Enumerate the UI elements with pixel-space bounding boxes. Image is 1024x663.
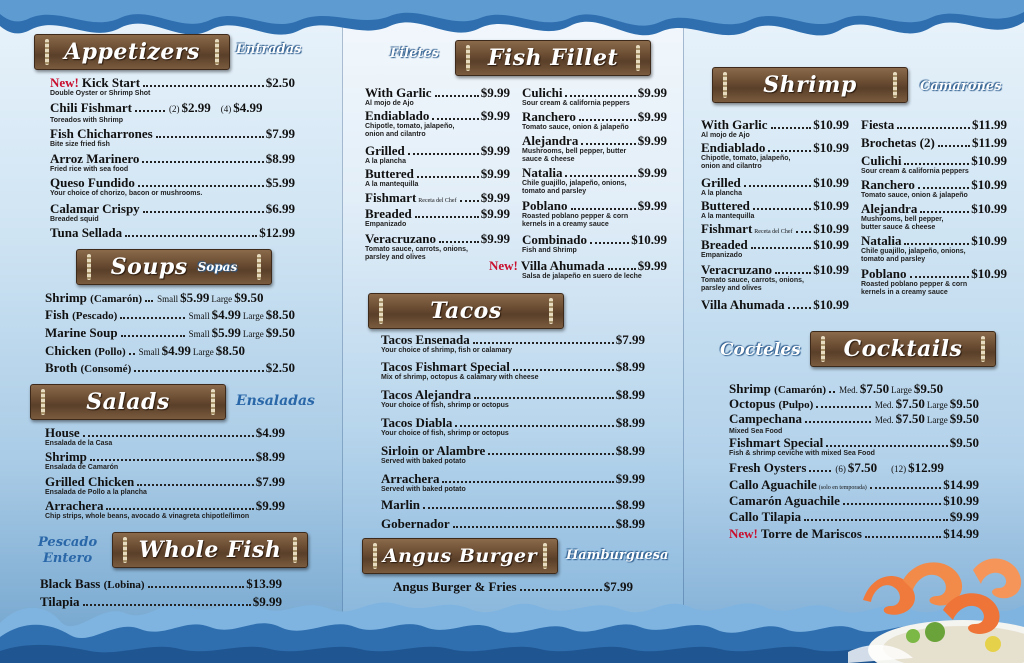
menu-item-shrimp-breaded: Breaded $10.99 Empanizado	[701, 237, 849, 259]
menu-item-chili-fishmart: Chili Fishmart (2) $2.99 (4) $4.99 Toreados with Shrimp	[50, 100, 263, 124]
menu-item-shrimp-veracruzano: Veracruzano $10.99 Tomato sauce, carrots, onions, parsley and olives	[701, 262, 849, 292]
menu-item-fillet-fishmart: Fishmart Receta del Chef $9.99	[365, 190, 510, 205]
cocktails-title: Cocktails	[843, 336, 963, 362]
menu-item-cocktail-fresh-oysters: Fresh Oysters (6) $7.50 (12) $12.99	[729, 460, 944, 475]
shrimp-title: Shrimp	[763, 72, 857, 98]
menu-item-shrimp-villa-ahumada: Villa Ahumada $10.99	[701, 297, 849, 312]
whole-fish-header	[112, 532, 308, 568]
menu-item-black-bass: Black Bass (Lobina) $13.99	[40, 576, 282, 591]
menu-item-fillet-alejandra: Alejandra $9.99 Mushrooms, bell pepper, butter sauce & cheese	[522, 133, 667, 163]
menu-item-shrimp-ranchero: Ranchero $10.99 Tomato sauce, onion & jalapeño	[861, 177, 1007, 199]
angus-burger-subtitle: Hamburguesa	[566, 548, 669, 563]
menu-item-shrimp-fishmart: Fishmart Receta del Chef $10.99	[701, 221, 849, 236]
menu-item-angus-burger-fries: Angus Burger & Fries $7.99	[393, 579, 633, 594]
menu-item-fillet-natalia: Natalia $9.99 Chile guajillo, jalapeño, onions, tomato and parsley	[522, 165, 667, 195]
menu-item-tacos-ensenada: Tacos Ensenada $7.99 Your choice of shrimp, fish or calamary	[381, 332, 645, 354]
menu-item-fillet-poblano: Poblano $9.99 Roasted poblano pepper & corn kernels in a creamy sauce	[522, 198, 667, 228]
menu-item-queso-fundido: Queso Fundido $5.99 Your choice of chorizo, bacon or mushrooms.	[50, 175, 295, 197]
menu-item-kick-start: New! Kick Start $2.50 Double Oyster or Shrimp Shot	[50, 75, 295, 97]
menu-item-soup-broth: Broth (Consomé) $2.50	[45, 360, 295, 375]
salads-subtitle: Ensaladas	[236, 393, 315, 409]
menu-item-fillet-ranchero: Ranchero $9.99 Tomato sauce, onion & jalapeño	[522, 109, 667, 131]
fish-fillet-subtitle: Filetes	[390, 46, 439, 61]
whole-fish-subtitle: Pescado Entero	[38, 535, 98, 566]
soups-subtitle: Sopas	[197, 260, 238, 274]
shrimp-plate-image	[843, 540, 1024, 663]
menu-item-salad-grilled-chicken: Grilled Chicken $7.99 Ensalada de Pollo a la plancha	[45, 474, 285, 496]
menu-item-shrimp-buttered: Buttered $10.99 A la mantequilla	[701, 198, 849, 220]
menu-item-salad-shrimp: Shrimp $8.99 Ensalada de Camarón	[45, 449, 285, 471]
cocktails-header	[810, 331, 996, 367]
menu-item-fillet-combinado: Combinado $10.99 Fish and Shrimp	[522, 232, 667, 254]
menu-item-cocktail-fishmart-special: Fishmart Special $9.50 Fish & shrimp ceviche with mixed Sea Food	[729, 435, 979, 457]
shrimp-header	[712, 67, 908, 103]
menu-item-cocktail-octopus: Octopus (Pulpo) Med. $7.50 Large $9.50	[729, 396, 979, 411]
menu-item-soup-fish: Fish (Pescado) Small $4.99 Large $8.50	[45, 307, 295, 322]
menu-item-fillet-with-garlic: With Garlic $9.99 Al mojo de Ajo	[365, 85, 510, 107]
menu-item-fish-chicharrones: Fish Chicharrones $7.99 Bite size fried fish	[50, 126, 295, 148]
menu-item-tuna-sellada: Tuna Sellada $12.99	[50, 225, 295, 240]
menu-item-shrimp-poblano: Poblano $10.99 Roasted poblano pepper & corn kernels in a creamy sauce	[861, 266, 1007, 296]
tacos-header	[368, 293, 564, 329]
appetizers-subtitle: Entradas	[236, 42, 302, 57]
fold-line	[342, 0, 343, 663]
fish-fillet-header	[455, 40, 651, 76]
menu-item-fillet-breaded: Breaded $9.99 Empanizado	[365, 206, 510, 228]
menu-item-tacos-marlin: Marlin $8.99	[381, 497, 645, 512]
menu-item-soup-shrimp: Shrimp (Camarón) Small $5.99 Large $9.50	[45, 290, 264, 305]
angus-burger-title: Angus Burger	[382, 545, 538, 567]
menu-item-tilapia: Tilapia $9.99	[40, 594, 282, 609]
menu-item-fillet-culichi: Culichi $9.99 Sour cream & california peppers	[522, 85, 667, 107]
menu-item-fillet-buttered: Buttered $9.99 A la mantequilla	[365, 166, 510, 188]
menu-item-fillet-veracruzano: Veracruzano $9.99 Tomato sauce, carrots, onions, parsley and olives	[365, 231, 510, 261]
menu-item-tacos-alejandra: Tacos Alejandra $8.99 Your choice of fish, shrimp or octopus	[381, 387, 645, 409]
menu-item-cocktail-callo-tilapia: Callo Tilapia $9.99	[729, 509, 979, 524]
fold-line	[683, 0, 684, 663]
salads-header	[30, 384, 226, 420]
menu-item-shrimp-culichi: Culichi $10.99 Sour cream & california peppers	[861, 153, 1007, 175]
menu-item-cocktail-torre-de-mariscos: New! Torre de Mariscos $14.99	[729, 526, 979, 541]
menu-item-shrimp-endiablado: Endiablado $10.99 Chipotle, tomato, jalapeño, onion and cilantro	[701, 140, 849, 170]
appetizers-title: Appetizers	[64, 39, 200, 65]
menu-item-tacos-sirloin: Sirloin or Alambre $8.99 Served with baked potato	[381, 443, 645, 465]
menu-item-soup-marine: Marine Soup Small $5.99 Large $9.50	[45, 325, 295, 340]
menu-item-cocktail-camaron-aguachile: Camarón Aguachile $10.99	[729, 493, 979, 508]
menu-item-cocktail-campechana: Campechana Med. $7.50 Large $9.50 Mixed Sea Food	[729, 411, 979, 435]
menu-item-salad-house: House $4.99 Ensalada de la Casa	[45, 425, 285, 447]
angus-burger-header	[362, 538, 558, 574]
fish-fillet-title: Fish Fillet	[487, 45, 619, 71]
menu-item-fillet-endiablado: Endiablado $9.99 Chipotle, tomato, jalapeño, onion and cilantro	[365, 108, 510, 138]
menu-item-shrimp-with-garlic: With Garlic $10.99 Al mojo de Ajo	[701, 117, 849, 139]
shrimp-subtitle: Camarones	[920, 79, 1002, 94]
tacos-title: Tacos	[430, 298, 502, 324]
soups-title: Soups	[110, 254, 188, 280]
menu-item-soup-chicken: Chicken (Pollo) Small $4.99 Large $8.50	[45, 343, 245, 358]
whole-fish-title: Whole Fish	[138, 537, 282, 563]
menu-item-cocktail-shrimp: Shrimp (Camarón) Med. $7.50 Large $9.50	[729, 381, 944, 396]
menu-item-fillet-grilled: Grilled $9.99 A la plancha	[365, 143, 510, 165]
menu-item-shrimp-alejandra: Alejandra $10.99 Mushrooms, bell pepper, butter sauce & cheese	[861, 201, 1007, 231]
menu-item-tacos-gobernador: Gobernador $8.99	[381, 516, 645, 531]
menu-item-shrimp-brochetas: Brochetas (2) $11.99	[861, 135, 1007, 150]
appetizers-header	[34, 34, 230, 70]
menu-item-shrimp-grilled: Grilled $10.99 A la plancha	[701, 175, 849, 197]
menu-item-arroz-marinero: Arroz Marinero $8.99 Fried rice with sea food	[50, 151, 295, 173]
menu-item-shrimp-natalia: Natalia $10.99 Chile guajillo, jalapeño, onions, tomato and parsley	[861, 233, 1007, 263]
menu-item-tacos-fishmart-special: Tacos Fishmart Special $8.99 Mix of shrimp, octopus & calamary with cheese	[381, 359, 645, 381]
soups-header	[76, 249, 272, 285]
menu-item-shrimp-fiesta: Fiesta $11.99	[861, 117, 1007, 132]
cocktails-subtitle: Cocteles	[720, 340, 801, 360]
menu-item-fillet-villa-ahumada: New! Villa Ahumada $9.99 Salsa de jalapeño en suero de leche	[489, 258, 667, 280]
menu-item-calamar-crispy: Calamar Crispy $6.99 Breaded squid	[50, 201, 295, 223]
salads-title: Salads	[86, 389, 170, 415]
menu-item-salad-arrachera: Arrachera $9.99 Chip strips, whole beans, avocado & vinagreta chipotle/limon	[45, 498, 285, 520]
menu-item-tacos-diabla: Tacos Diabla $8.99 Your choice of fish, shrimp or octopus	[381, 415, 645, 437]
menu-item-tacos-arrachera: Arrachera $9.99 Served with baked potato	[381, 471, 645, 493]
menu-item-cocktail-callo-aguachile: Callo Aguachile (solo en temporada) $14.99	[729, 477, 979, 492]
